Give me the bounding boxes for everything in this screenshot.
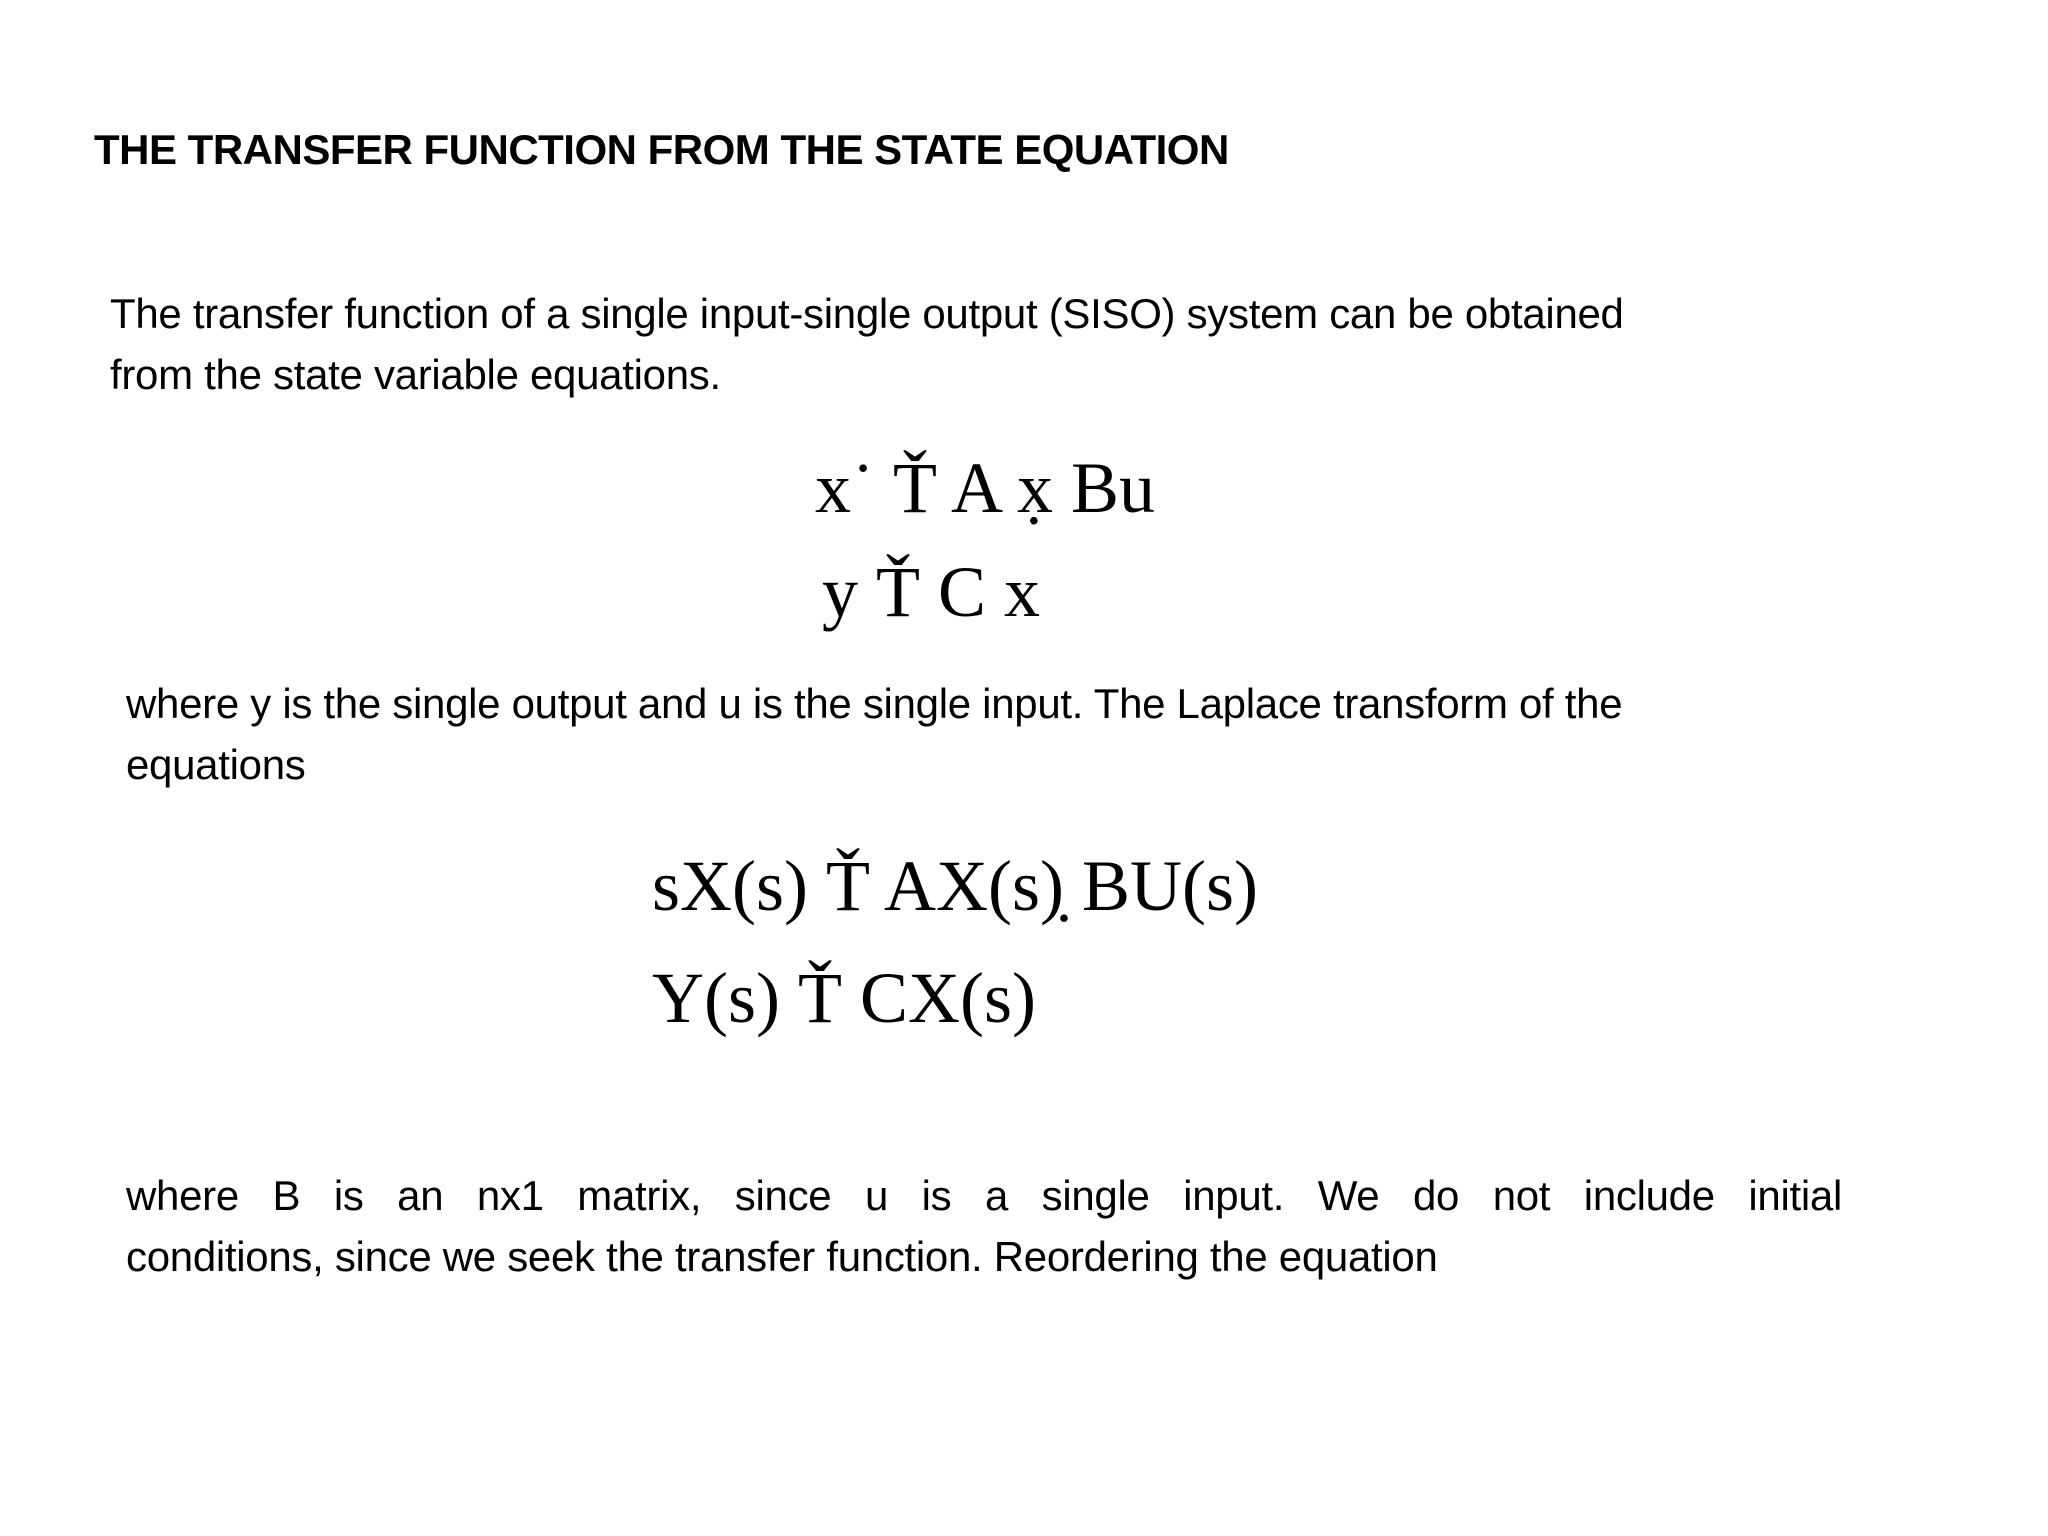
state-equation: x˙ Ť A x̣ Bu [815,448,1156,528]
laplace-state-equation: sX(s) Ť AX(s)̣ BU(s) [652,846,1258,926]
intro-line-2: from the state variable equations. [110,351,721,398]
laplace-intro-paragraph [126,673,1886,795]
reordering-line-2: conditions, since we seek the transfer function. Reordering the equation [126,1233,1438,1280]
intro-paragraph [110,283,1870,405]
output-equation: y Ť C x [822,552,1041,632]
laplace-intro-line-2: equations [126,741,306,788]
laplace-intro-line-1: where y is the single output and u is the single input. The Laplace transform of the [126,680,1623,727]
slide-title: THE TRANSFER FUNCTION FROM THE STATE EQUATION [94,126,1229,173]
intro-line-1: The transfer function of a single input-single output (SISO) system can be obtained [110,290,1624,337]
laplace-output-equation: Y(s) Ť CX(s) [652,958,1036,1038]
reordering-paragraph [126,1165,1842,1287]
reordering-line-1: where B is an nx1 matrix, since u is a single input. We do not include initial [126,1172,1842,1219]
